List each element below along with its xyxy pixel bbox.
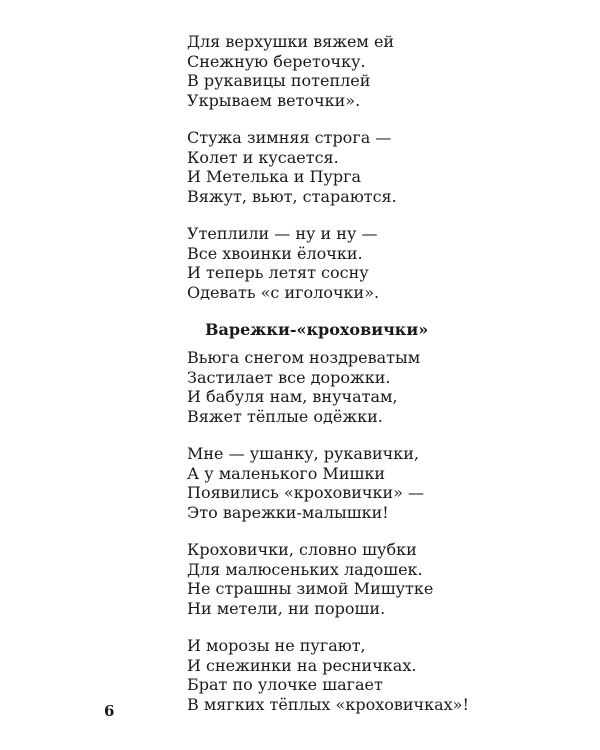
poem-line: Не страшны зимой Мишутке [187, 579, 434, 598]
poem-line: Снежную береточку. [187, 51, 366, 71]
poem-line: Стужа зимняя строга — [187, 128, 392, 147]
poem-line: Одевать «с иголочки». [187, 282, 380, 302]
poem-line: Застилает все дорожки. [187, 367, 391, 387]
poem-line: Это варежки-малышки! [187, 502, 389, 522]
poem-line: И морозы не пугают, [187, 636, 366, 655]
stanza [187, 636, 567, 714]
page-number: 6 [104, 702, 115, 720]
poem-line: В мягких тёплых «кроховичках»! [187, 694, 469, 714]
stanza [187, 224, 567, 302]
poem-line: Вьюга снегом ноздреватым [187, 348, 421, 367]
poem-line: Укрываем веточки». [187, 90, 361, 110]
poem-line: Вяжет тёплые одёжки. [187, 406, 383, 426]
poem-line: И Метелька и Пурга [187, 167, 361, 186]
poem-line: Мне — ушанку, рукавички, [187, 444, 419, 463]
poem-line: Для малюсеньких ладошек. [187, 559, 423, 579]
poem-title: Варежки-«кроховички» [205, 320, 429, 339]
stanza [187, 32, 567, 110]
poem-line: Брат по улочке шагает [187, 675, 383, 694]
poem-line: Для верхушки вяжем ей [187, 32, 395, 51]
poem-line: А у маленького Мишки [187, 463, 386, 483]
stanza [187, 444, 567, 522]
stanza [187, 348, 567, 426]
poem-text [187, 32, 567, 732]
stanza [187, 540, 567, 618]
poem-line: В рукавицы потеплей [187, 71, 371, 90]
poem-line: Появились «кроховички» — [187, 483, 425, 502]
poem-line: И снежинки на ресничках. [187, 655, 417, 675]
poem-line: И бабуля нам, внучатам, [187, 387, 398, 406]
stanza [187, 128, 567, 206]
poem-line: Ни метели, ни пороши. [187, 598, 386, 618]
poem-line: Все хвоинки ёлочки. [187, 243, 363, 263]
poem-line: Кроховички, словно шубки [187, 540, 417, 559]
poem-line: Утеплили — ну и ну — [187, 224, 378, 243]
poem-line: И теперь летят сосну [187, 263, 369, 282]
poem-line: Вяжут, вьют, стараются. [187, 186, 397, 206]
poem-line: Колет и кусается. [187, 147, 339, 167]
